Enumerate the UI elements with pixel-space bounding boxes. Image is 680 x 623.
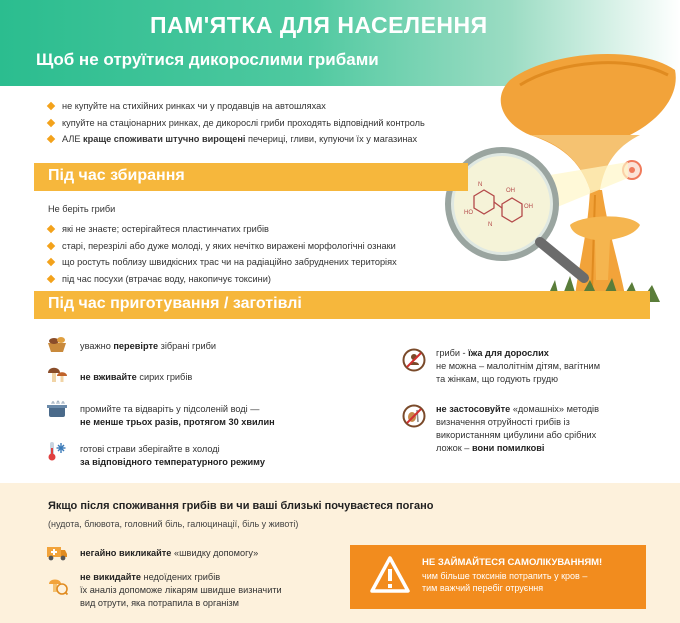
svg-text:N: N: [478, 182, 483, 188]
bullet-diamond-icon: [47, 102, 55, 110]
adult-food-text: гриби - їжа для дорослих не можна – малолітнім дітям, вагітним та жінкам, що годують грудю: [436, 348, 601, 384]
leftovers-icon: [46, 574, 68, 596]
no-child-food-icon: [402, 348, 426, 372]
section-preparation-heading: Під час приготування / заготівлі: [34, 291, 646, 319]
intro-list: [48, 98, 425, 148]
emergency-symptoms: (нудота, блювота, головний біль, галюцинації, біль у животі): [48, 519, 299, 529]
no-home-methods-text: не застосовуйте «домашніх» методів визначення отруйності грибів із використанням цибулини або срібних ложок – вони помилкові: [436, 404, 599, 453]
self-treatment-warning: [350, 545, 646, 609]
no-raw-mushrooms-text: не вживайте сирих грибів: [80, 372, 193, 382]
bullet-diamond-icon: [47, 135, 55, 143]
collecting-list: [48, 221, 397, 287]
call-ambulance-text: негайно викликайте «швидку допомогу»: [80, 548, 259, 558]
emergency-title: Якщо після споживання грибів ви чи ваші близькі почуваєтеся погано: [48, 500, 434, 512]
bullet-diamond-icon: [47, 225, 55, 233]
mushroom-basket-icon: [46, 332, 68, 354]
bullet-diamond-icon: [47, 241, 55, 249]
warning-triangle-icon: [370, 555, 410, 595]
page-subtitle: Щоб не отруїтися дикорослими грибами: [36, 50, 379, 69]
bullet-diamond-icon: [47, 274, 55, 282]
no-onion-spoon-icon: [402, 404, 426, 428]
warning-text: чим більше токсинів потрапить у кров – тим важчий перебіг отруєння: [422, 571, 588, 593]
wash-boil-text: промийте та відваріть у підсоленій воді — не менше трьох разів, протягом 30 хвилин: [80, 404, 275, 427]
store-cold-text: готові страви зберігайте в холоді за відповідного температурного режиму: [80, 444, 265, 467]
collecting-lead: Не беріть гриби: [48, 204, 116, 214]
soaking-pot-icon: [46, 398, 68, 420]
thermometer-snowflake-icon: [46, 440, 68, 462]
bullet-diamond-icon: [47, 118, 55, 126]
list-item: купуйте на стаціонарних ринках, де дикорослі гриби проходять відповідний контроль: [48, 115, 425, 132]
list-item: старі, перезрілі або дуже молоді, у яких нечітко виражені морфологічні ознаки: [48, 238, 397, 255]
list-item: які не знаєте; остерігайтеся пластинчатих грибів: [48, 221, 397, 238]
list-item: під час посухи (втрачає воду, накопичує токсини): [48, 271, 397, 288]
check-mushrooms-text: уважно перевірте зібрані гриби: [80, 341, 217, 351]
bullet-diamond-icon: [47, 258, 55, 266]
page-title: ПАМ'ЯТКА ДЛЯ НАСЕЛЕННЯ: [150, 12, 488, 38]
warning-title: НЕ ЗАЙМАЙТЕСЯ САМОЛІКУВАННЯМ!: [422, 557, 603, 568]
mushrooms-icon: [46, 363, 68, 385]
magnifier-molecule-icon: [444, 146, 604, 286]
svg-text:N: N: [488, 222, 493, 228]
svg-text:HO: HO: [464, 210, 473, 216]
svg-text:OH: OH: [524, 204, 533, 210]
list-item: АЛЕ краще споживати штучно вирощені печериці, гливи, купуючи їх у магазинах: [48, 131, 425, 148]
ambulance-icon: [46, 541, 68, 563]
section-collecting-heading: Під час збирання: [34, 163, 464, 191]
list-item: що ростуть поблизу швидкісних трас чи на радіаційно забруднених територіях: [48, 254, 397, 271]
svg-text:OH: OH: [506, 188, 515, 194]
keep-leftovers-text: не викидайте недоїдених грибів їх аналіз допоможе лікарям швидше визначити вид отрути, яка потрапила в організм: [80, 572, 282, 608]
list-item: не купуйте на стихійних ринках чи у продавців на автошляхах: [48, 98, 425, 115]
